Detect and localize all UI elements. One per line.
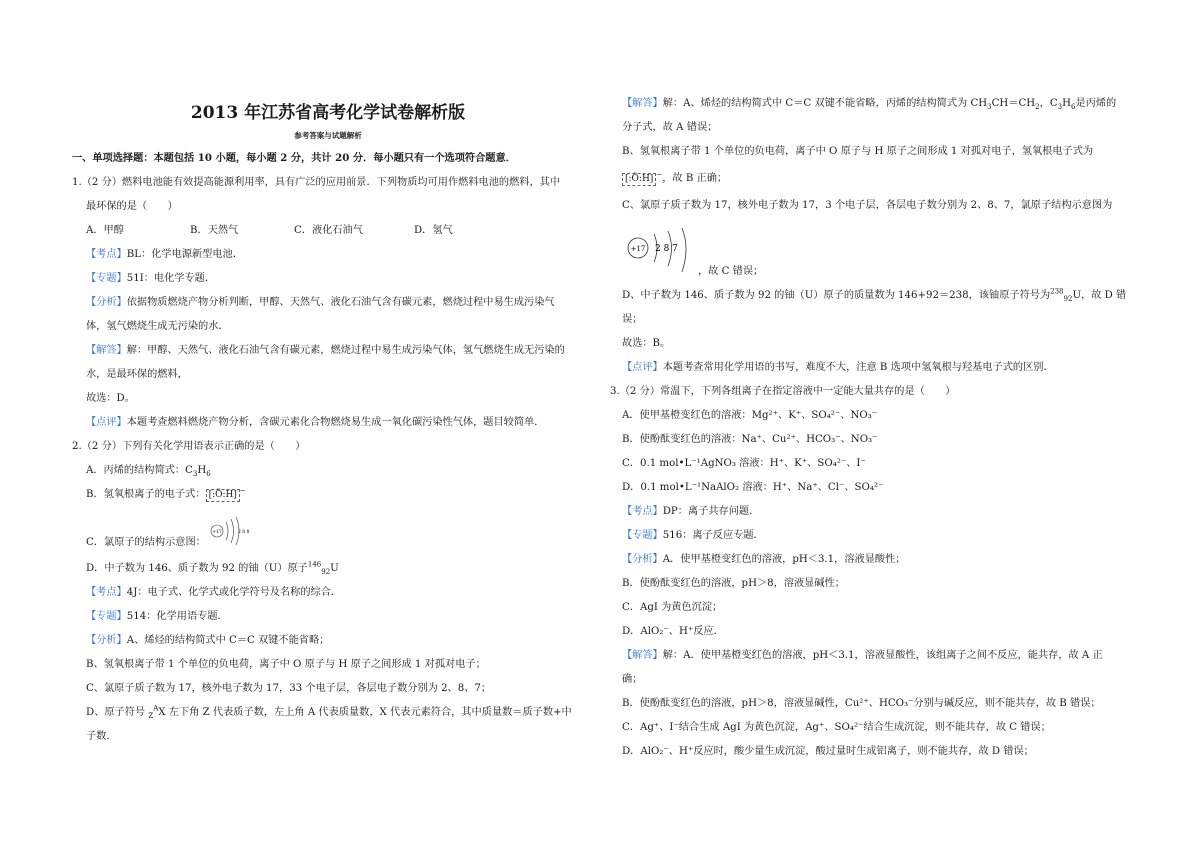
q3-fenxi-a — [622, 553, 905, 566]
atom-small-shells: 2 8 8 — [238, 530, 250, 535]
q2-jieda-line8: 误； — [622, 314, 643, 325]
q3-option-c: C．0.1 mol•L⁻¹AgNO₃ 溶液：H⁺、K⁺、SO₄²⁻、I⁻ — [622, 458, 866, 469]
q3-jieda-a-line1 — [622, 649, 1103, 662]
q1-option-a: A．甲醇 — [86, 225, 124, 236]
r7-pre: D、中子数为 146、质子数为 92 的铀（U）原子的质量数为 146+92＝238，该铀原子符号为 — [622, 290, 1051, 301]
q3-fenxi-c: C．AgI 为黄色沉淀； — [622, 602, 723, 613]
fenxi-text: A、烯烃的结构简式中 C＝C 双键不能省略； — [126, 635, 330, 646]
q2-option-c: C．氯原子的结构示意图： — [86, 537, 206, 548]
hydroxide-lewis-structure: [:Ö:H] — [622, 173, 656, 186]
r1-s3: 3 — [1057, 103, 1063, 112]
q3-jieda-d: D．AlO₂⁻、H⁺反应时，酸少量生成沉淀，酸过量时生成铝离子，则不能共存，故 D 错误； — [622, 746, 1034, 757]
q2-jieda-line4 — [622, 172, 727, 186]
q3-fenxi-b: B．使酚酞变红色的溶液，pH＞8，溶液显碱性； — [622, 578, 845, 589]
q1-stem-line1: 1.（2 分）燃料电池能有效提高能源利用率，具有广泛的应用前景．下列物质均可用作燃料电池的燃料，其中 — [72, 177, 561, 188]
r1-pre: 解：A、烯烃的结构简式中 C＝C 双键不能省略，丙烯的结构简式为 CH — [662, 98, 988, 109]
q3-zhuanti — [622, 529, 764, 542]
hydroxide-lewis-structure: [:Ö:H] — [206, 489, 240, 502]
r1-mid: CH＝CH — [991, 98, 1036, 109]
fenxi-d-pre: D、原子符号 — [86, 707, 149, 718]
fenxi-d-sup: A — [153, 704, 159, 713]
q2-kaodian — [86, 586, 341, 599]
dianping-tag: 【点评】 — [86, 417, 127, 428]
kaodian-tag: 【考点】 — [86, 249, 127, 260]
q2-a-text: A．丙烯的结构简式：C — [86, 465, 193, 476]
fenxi-tag: 【分析】 — [622, 554, 663, 565]
q2-stem: 2.（2 分）下列有关化学用语表示正确的是（ ） — [72, 441, 306, 452]
q2-option-d — [86, 562, 339, 575]
q1-jieda-line3: 故选：D。 — [86, 393, 135, 404]
q1-fenxi-line2: 体，氢气燃烧生成无污染的水． — [86, 321, 229, 332]
kaodian-text: 4J：电子式、化学式或化学符号及名称的综合． — [126, 587, 342, 598]
q2-d-text: D．中子数为 146、质子数为 92 的铀（U）原子 — [86, 563, 308, 574]
q3-stem: 3.（2 分）常温下，下列各组离子在指定溶液中一定能大量共存的是（ ） — [610, 386, 956, 397]
dianping-tag: 【点评】 — [622, 362, 663, 373]
q2-d-atomic: 92 — [321, 568, 331, 577]
q2-a-sub1: 3 — [192, 470, 198, 479]
q2-fenxi-d-line1 — [86, 706, 572, 719]
q2-fenxi-c: C、氯原子质子数为 17，核外电子数为 17，33 个电子层，各层电子数分别为 2、8、7； — [86, 683, 492, 694]
q3-jieda-a-line2: 确； — [622, 674, 643, 685]
chlorine-atom-diagram-small — [208, 516, 248, 546]
q2-jieda-line2: 分子式，故 A 错误； — [622, 122, 718, 133]
q1-option-b: B．天然气 — [190, 225, 239, 236]
q2-fenxi-a — [86, 634, 329, 647]
q1-stem-line2: 最环保的是（ ） — [86, 201, 178, 212]
r7-post: U，故 D 错 — [1072, 290, 1127, 301]
zhuanti-text: 514：化学用语专题． — [126, 611, 228, 622]
q2-dianping — [622, 361, 1054, 374]
q1-fenxi-line1 — [86, 296, 555, 309]
q2-jieda-line9: 故选：B。 — [622, 338, 671, 349]
r1-s2: 2 — [1035, 103, 1040, 112]
fenxi-tag: 【分析】 — [86, 635, 127, 646]
zhuanti-tag: 【专题】 — [86, 611, 127, 622]
jieda-text: 解：甲醇、天然气、液化石油气含有碳元素，燃烧过程中易生成污染气体，氢气燃烧生成无污染的 — [126, 345, 565, 356]
r1-post: 是丙烯的 — [1075, 98, 1117, 109]
kaodian-tag: 【考点】 — [86, 587, 127, 598]
q3-jieda-b: B．使酚酞变红色的溶液，pH＞8，溶液显碱性，Cu²⁺、HCO₃⁻分别与碱反应，则不能共存，故 B 错误； — [622, 698, 1101, 709]
q2-jieda-line3: B、氢氧根离子带 1 个单位的负电荷，离子中 O 原子与 H 原子之间形成 1 对孤对电子，氢氧根电子式为 — [622, 146, 1094, 157]
section-heading: 一、单项选择题：本题包括 10 小题，每小题 2 分，共计 20 分．每小题只有一个选项符合题意． — [72, 152, 516, 164]
q2-option-b — [86, 488, 246, 502]
q1-kaodian — [86, 248, 243, 261]
chlorine-atom-diagram-large — [624, 226, 700, 274]
zhuanti-text: 516：离子反应专题． — [662, 530, 764, 541]
q2-d-mass: 146 — [307, 560, 322, 569]
q2-d-symbol: U — [330, 563, 339, 574]
jieda-text: 解：A．使甲基橙变红色的溶液，pH＜3.1，溶液显酸性，该组离子之间不反应，能共存，故 A 正 — [662, 650, 1103, 661]
q2-option-a — [86, 464, 211, 477]
r4-charge: − — [656, 170, 663, 179]
atom-big-nucleus: +17 — [630, 245, 646, 253]
q3-jieda-c: C．Ag⁺、I⁻结合生成 AgI 为黄色沉淀，Ag⁺、SO₄²⁻结合生成沉淀，则不能共存，故 C 错误； — [622, 722, 1051, 733]
q3-fenxi-d: D．AlO₂⁻、H⁺反应． — [622, 626, 724, 637]
kaodian-text: BL：化学电源新型电池． — [126, 249, 243, 260]
q3-kaodian — [622, 505, 759, 518]
r1-mid2: ，C — [1039, 98, 1058, 109]
r7-atomic: 92 — [1063, 295, 1073, 304]
atom-big-shells: 2 8 7 — [655, 244, 678, 254]
r4-post: ，故 B 正确； — [662, 173, 728, 184]
q2-jieda-line5: C、氯原子质子数为 17，核外电子数为 17，3 个电子层，各层电子数分别为 2、8、7，氯原子结构示意图为 — [622, 200, 1113, 211]
atom-small-nucleus: +17 — [212, 530, 222, 535]
jieda-tag: 【解答】 — [86, 345, 127, 356]
kaodian-tag: 【考点】 — [622, 506, 663, 517]
fenxi-text: 依据物质燃烧产物分析判断，甲醇、天然气、液化石油气含有碳元素，燃烧过程中易生成污染气 — [126, 297, 555, 308]
q2-fenxi-b: B、氢氧根离子带 1 个单位的负电荷，离子中 O 原子与 H 原子之间形成 1 对孤对电子； — [86, 659, 486, 670]
q2-jieda-line6: ，故 C 错误； — [698, 266, 764, 277]
q2-jieda-line1 — [622, 97, 1116, 110]
q1-jieda-line1 — [86, 344, 565, 357]
fenxi-text: A．使甲基橙变红色的溶液，pH＜3.1，溶液显酸性； — [662, 554, 906, 565]
zhuanti-text: 51I：电化学专题． — [126, 273, 216, 284]
dianping-text: 本题考查燃料燃烧产物分析，含碳元素化合物燃烧易生成一氧化碳污染性气体，题目较简单． — [126, 417, 545, 428]
q2-jieda-line7 — [622, 289, 1126, 302]
q1-dianping — [86, 416, 544, 429]
r1-s1: 3 — [987, 103, 992, 112]
q2-zhuanti — [86, 610, 228, 623]
q1-option-c: C．液化石油气 — [294, 225, 363, 236]
r1-mid3: H — [1062, 98, 1071, 109]
page-subtitle: 参考答案与试题解析 — [294, 131, 362, 140]
r1-s4: 6 — [1070, 103, 1076, 112]
dianping-text: 本题考查常用化学用语的书写，难度不大，注意 B 选项中氢氧根与羟基电子式的区别． — [662, 362, 1054, 373]
q1-zhuanti — [86, 272, 215, 285]
fenxi-tag: 【分析】 — [86, 297, 127, 308]
zhuanti-tag: 【专题】 — [622, 530, 663, 541]
jieda-tag: 【解答】 — [622, 650, 663, 661]
q3-option-b: B．使酚酞变红色的溶液：Na⁺、Cu²⁺、HCO₃⁻、NO₃⁻ — [622, 434, 878, 445]
q3-option-a: A．使甲基橙变红色的溶液：Mg²⁺、K⁺、SO₄²⁻、NO₃⁻ — [622, 410, 878, 421]
q3-option-d: D．0.1 mol•L⁻¹NaAlO₂ 溶液：H⁺、Na⁺、Cl⁻、SO₄²⁻ — [622, 482, 884, 493]
q2-a-mid: H — [197, 465, 207, 476]
page-title: 2013 年江苏省高考化学试卷解析版 — [190, 103, 466, 123]
zhuanti-tag: 【专题】 — [86, 273, 127, 284]
fenxi-d-sub: Z — [148, 712, 154, 721]
q2-b-text: B．氢氧根离子的电子式： — [86, 489, 206, 500]
q1-option-d: D．氢气 — [414, 225, 453, 236]
q2-a-sub2: 6 — [206, 470, 211, 479]
q2-b-charge: − — [239, 486, 246, 495]
jieda-tag: 【解答】 — [622, 98, 663, 109]
r7-mass: 238 — [1050, 287, 1064, 296]
q1-jieda-line2: 水，是最环保的燃料， — [86, 369, 188, 380]
q2-fenxi-d-line2: 子数. — [86, 731, 110, 742]
kaodian-text: DP：离子共存问题． — [662, 506, 760, 517]
fenxi-d-post: X 左下角 Z 代表质子数，左上角 A 代表质量数，X 代表元素符合，其中质量数＝质子数+中 — [158, 707, 572, 718]
